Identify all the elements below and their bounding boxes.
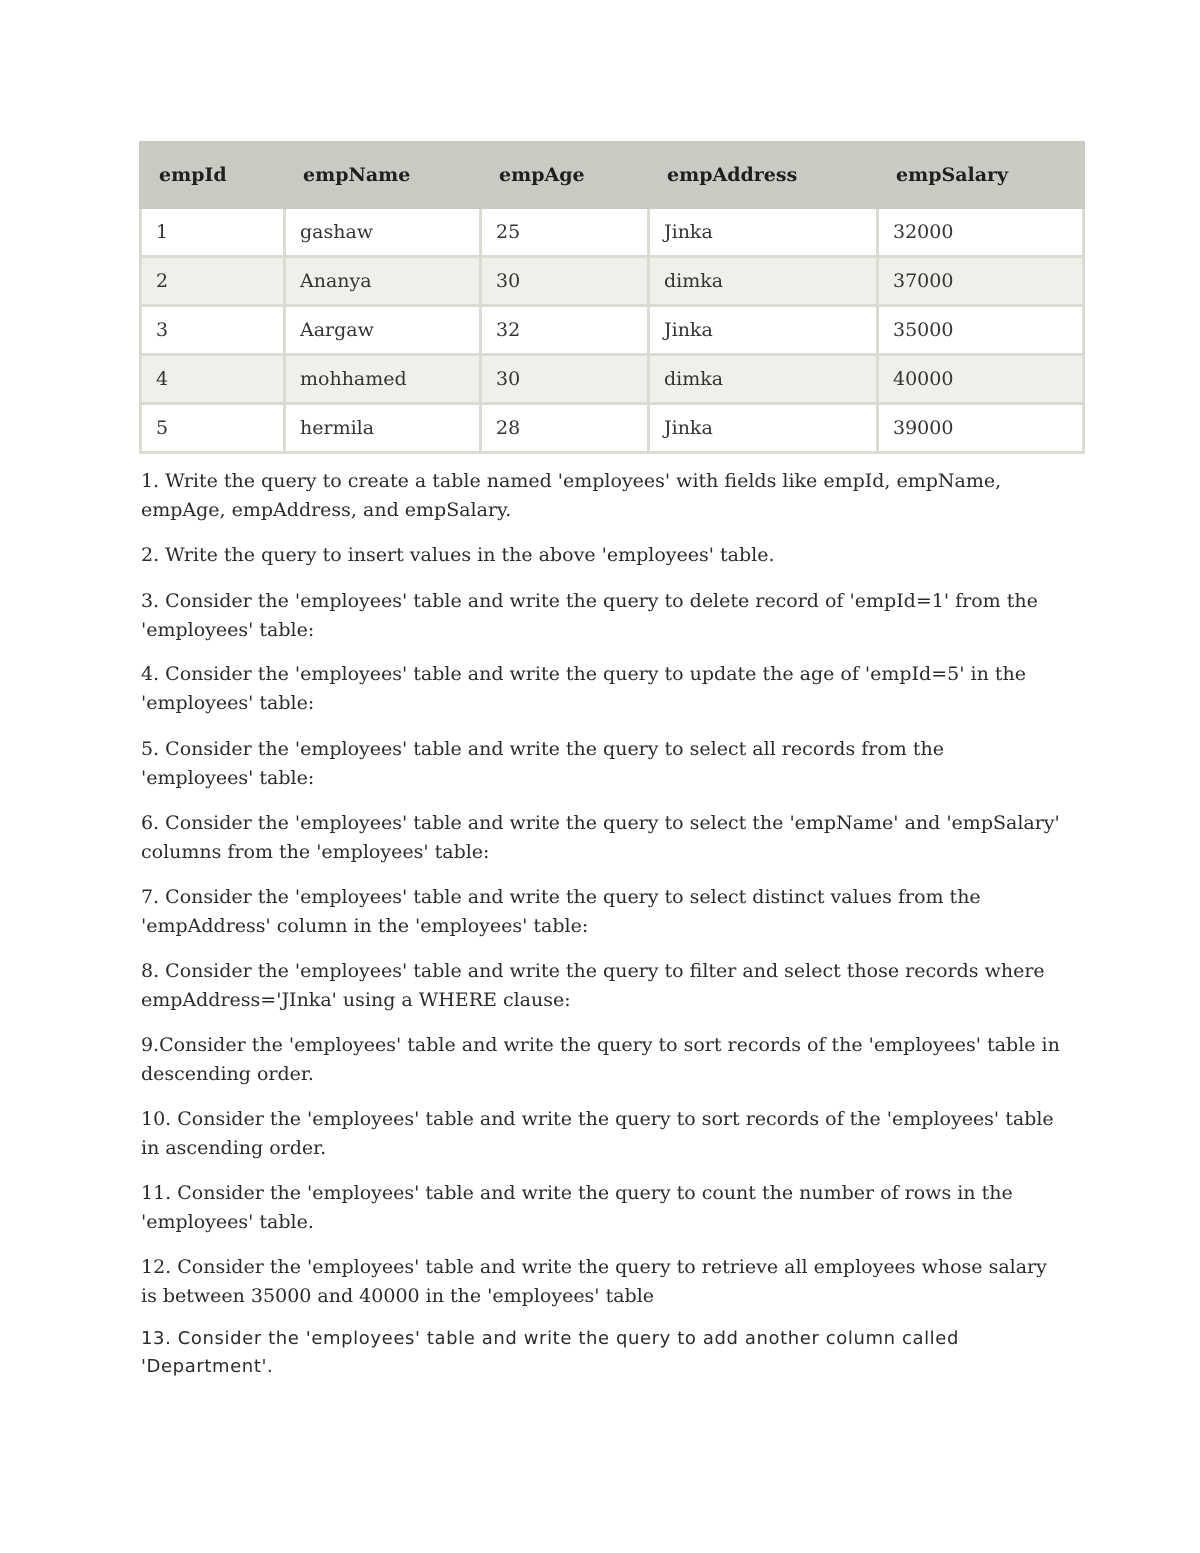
header-row <box>141 143 1084 208</box>
question-3: 3. Consider the 'employees' table and write the query to delete record of 'empId=1' from the 'employees' table: <box>141 590 1038 641</box>
cell-empage: 32 <box>481 306 649 355</box>
employees-table <box>139 141 1085 454</box>
table-row <box>141 208 1084 257</box>
cell-empname: hermila <box>285 404 481 453</box>
cell-empname: gashaw <box>285 208 481 257</box>
table-row <box>141 355 1084 404</box>
cell-empid: 5 <box>141 404 285 453</box>
question-8: 8. Consider the 'employees' table and write the query to filter and select those records where empAddress='JInka' using a WHERE clause: <box>141 960 1045 1011</box>
header-cell-empid: empId <box>141 143 285 208</box>
question-5: 5. Consider the 'employees' table and write the query to select all records from the 'employees' table: <box>141 738 944 789</box>
question-13: 13. Consider the 'employees' table and write the query to add another column called 'Department'. <box>141 1328 959 1377</box>
cell-empsalary: 37000 <box>878 257 1084 306</box>
cell-empname: Aargaw <box>285 306 481 355</box>
cell-empsalary: 32000 <box>878 208 1084 257</box>
cell-empaddress: dimka <box>649 257 878 306</box>
question-4: 4. Consider the 'employees' table and write the query to update the age of 'empId=5' in the 'employees' table: <box>141 663 1026 714</box>
table-header <box>141 143 1084 208</box>
header-cell-empsalary: empSalary <box>878 143 1084 208</box>
cell-empage: 28 <box>481 404 649 453</box>
question-12: 12. Consider the 'employees' table and write the query to retrieve all employees whose salary is between 35000 and 40000 in the 'employees' table <box>141 1256 1047 1307</box>
cell-empage: 30 <box>481 355 649 404</box>
cell-empaddress: dimka <box>649 355 878 404</box>
question-7: 7. Consider the 'employees' table and write the query to select distinct values from the 'empAddress' column in the 'employees' table: <box>141 886 981 937</box>
cell-empid: 4 <box>141 355 285 404</box>
cell-empaddress: Jinka <box>649 208 878 257</box>
cell-empid: 2 <box>141 257 285 306</box>
cell-empname: Ananya <box>285 257 481 306</box>
table-body <box>141 208 1084 453</box>
cell-empsalary: 35000 <box>878 306 1084 355</box>
header-cell-empname: empName <box>285 143 481 208</box>
cell-empaddress: Jinka <box>649 404 878 453</box>
cell-empage: 30 <box>481 257 649 306</box>
question-10: 10. Consider the 'employees' table and write the query to sort records of the 'employees' table in ascending order. <box>141 1108 1054 1159</box>
question-2: 2. Write the query to insert values in the above 'employees' table. <box>141 544 775 566</box>
table-row <box>141 404 1084 453</box>
question-11: 11. Consider the 'employees' table and write the query to count the number of rows in the 'employees' table. <box>141 1182 1013 1233</box>
table-row <box>141 257 1084 306</box>
cell-empname: mohhamed <box>285 355 481 404</box>
header-cell-empage: empAge <box>481 143 649 208</box>
question-9: 9.Consider the 'employees' table and write the query to sort records of the 'employees' table in descending order. <box>141 1034 1060 1085</box>
cell-empsalary: 40000 <box>878 355 1084 404</box>
cell-empage: 25 <box>481 208 649 257</box>
cell-empsalary: 39000 <box>878 404 1084 453</box>
cell-empaddress: Jinka <box>649 306 878 355</box>
header-cell-empaddress: empAddress <box>649 143 878 208</box>
table-row <box>141 306 1084 355</box>
cell-empid: 3 <box>141 306 285 355</box>
question-6: 6. Consider the 'employees' table and write the query to select the 'empName' and 'empSalary' columns from the 'employees' table: <box>141 812 1060 863</box>
cell-empid: 1 <box>141 208 285 257</box>
question-1: 1. Write the query to create a table named 'employees' with fields like empId, empName, empAge, empAddress, and empSalary. <box>141 470 1002 521</box>
